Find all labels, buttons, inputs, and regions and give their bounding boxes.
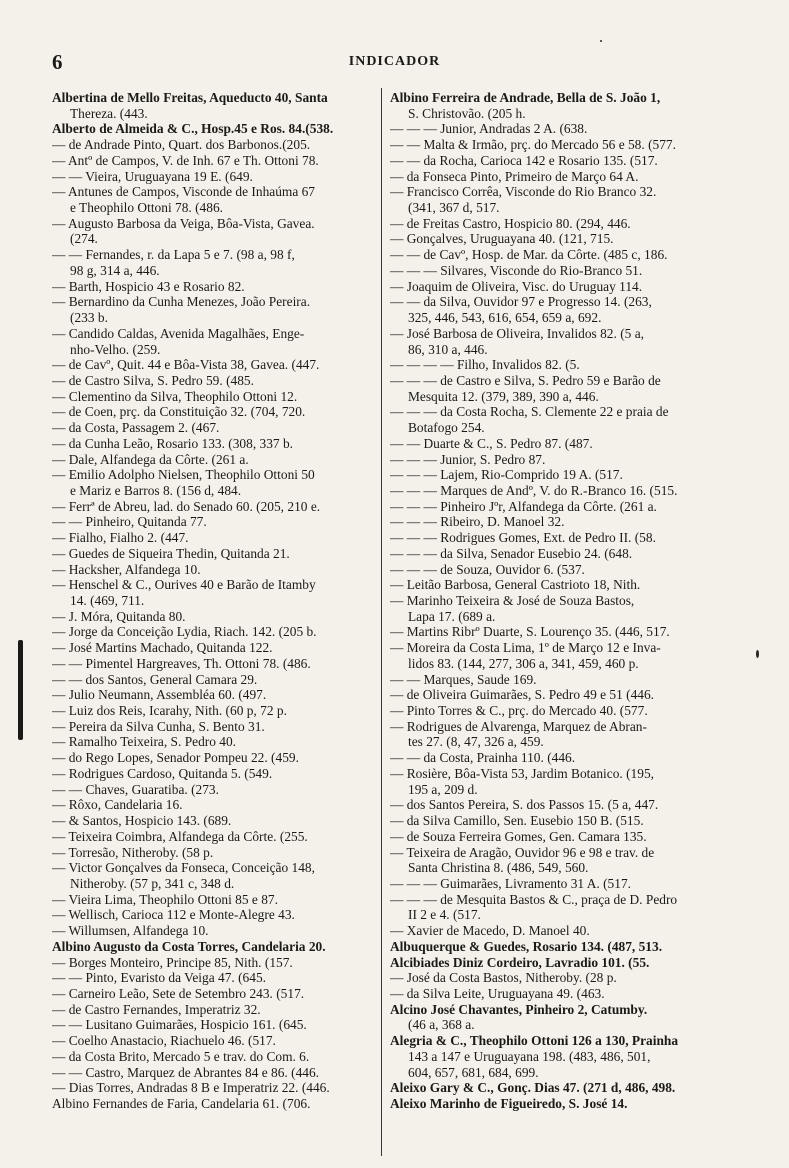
left-entry-line: — Fialho, Fialho 2. (447. (52, 530, 189, 546)
right-entry-line: — Rosière, Bôa-Vista 53, Jardim Botanico. (195, (390, 765, 654, 781)
left-entry-line: — Antunes de Campos, Visconde de Inhaúma 67 (52, 184, 315, 200)
left-entry-line: — Julio Neumann, Assembléa 60. (497. (52, 687, 267, 703)
right-entry-line: (46 a, 368 a. (408, 1017, 475, 1033)
right-entry-line: — José da Costa Bastos, Nitheroby. (28 p. (390, 970, 617, 986)
left-entry-line: — Henschel & C., Ourives 40 e Barão de Itamby (52, 577, 316, 593)
left-entry-line: — Dale, Alfandega da Côrte. (261 a. (52, 451, 249, 467)
right-entry-line: — de Souza Ferreira Gomes, Gen. Camara 135. (390, 828, 647, 844)
left-entry-line: — — Pinheiro, Quitanda 77. (52, 514, 207, 530)
right-entry-line: — — — Junior, Andradas 2 A. (638. (390, 121, 588, 137)
right-entry-line: — — — de Castro e Silva, S. Pedro 59 e Barão de (390, 372, 661, 388)
right-entry-line: 604, 657, 681, 684, 699. (408, 1064, 539, 1080)
left-entry-line: — do Rego Lopes, Senador Pompeu 22. (459. (52, 750, 299, 766)
right-entry-line: Mesquita 12. (379, 389, 390 a, 446. (408, 388, 599, 404)
right-entry-line: Botafogo 254. (408, 420, 485, 436)
left-entry-line: — Emilio Adolpho Nielsen, Theophilo Ottoni 50 (52, 467, 315, 483)
left-column (52, 90, 376, 1112)
left-entry-line: Albino Fernandes de Faria, Candelaria 61. (706. (52, 1096, 311, 1111)
left-entry-line: nho-Velho. (259. (70, 341, 161, 357)
left-entry-line: — Wellisch, Carioca 112 e Monte-Alegre 43. (52, 907, 295, 923)
right-entry-line: — — — da Costa Rocha, S. Clemente 22 e praia de (390, 404, 669, 420)
right-entry-line: — Gonçalves, Uruguayana 40. (121, 715. (390, 231, 614, 247)
right-entry-line: — de Freitas Castro, Hospicio 80. (294, 446. (390, 215, 631, 231)
scan-binding-mark (18, 640, 23, 740)
right-entry-line: — da Fonseca Pinto, Primeiro de Março 64 A. (390, 168, 639, 184)
right-entry-line: — — Duarte & C., S. Pedro 87. (487. (390, 435, 593, 451)
left-entry-line: — de Cavº, Quit. 44 e Bôa-Vista 38, Gavea. (447. (52, 357, 320, 373)
right-entry-line: — — — Marques de Andº, V. do R.-Branco 16. (515. (390, 482, 678, 498)
left-entry-line: — — Castro, Marquez de Abrantes 84 e 86. (446. (52, 1064, 320, 1080)
right-entry-line: — Joaquim de Oliveira, Visc. do Uruguay 114. (390, 278, 643, 294)
left-entry-line: — da Costa Brito, Mercado 5 e trav. do Com. 6. (52, 1048, 310, 1064)
right-entry-line: — — de Cavº, Hosp. de Mar. da Côrte. (485 c, 186. (390, 247, 668, 263)
right-entry-line: Alcibiades Diniz Cordeiro, Lavradio 101. (55. (390, 954, 650, 970)
right-entry-line: — Leitão Barbosa, General Castrioto 18, Nith. (390, 577, 641, 593)
left-entry-line: (274. (70, 231, 98, 247)
left-entry-line: — Coelho Anastacio, Riachuelo 46. (517. (52, 1033, 276, 1049)
left-entry-line: — Dias Torres, Andradas 8 B e Imperatriz 22. (446. (52, 1080, 330, 1096)
right-entry-line: Alegria & C., Theophilo Ottoni 126 a 130, Prainha (390, 1033, 679, 1049)
left-entry-line: — — Lusitano Guimarães, Hospicio 161. (645. (52, 1017, 307, 1033)
left-entry-line: — Jorge da Conceição Lydia, Riach. 142. (205 b. (52, 624, 317, 640)
right-entry-line: — — — Junior, S. Pedro 87. (390, 451, 546, 467)
page-title: INDICADOR (348, 54, 441, 69)
right-entry-line: 86, 310 a, 446. (408, 341, 488, 357)
right-entry-line: Aleixo Gary & C., Gonç. Dias 47. (271 d, 486, 498. (390, 1080, 676, 1096)
left-entry-line: e Theophilo Ottoni 78. (486. (70, 200, 223, 216)
left-entry-line: Albertina de Mello Freitas, Aqueducto 40, Santa (52, 90, 328, 105)
right-entry-line: — — — de Souza, Ouvidor 6. (537. (390, 561, 585, 577)
right-entry-line: — — da Silva, Ouvidor 97 e Progresso 14. (263, (390, 294, 652, 310)
right-entry-line: II 2 e 4. (517. (408, 907, 481, 923)
right-entry-line: — — — Ribeiro, D. Manoel 32. (390, 514, 565, 530)
left-entry-line: (233 b. (70, 310, 108, 326)
right-entry-line: — — — Pinheiro Jºr, Alfandega da Côrte. (261 a. (390, 498, 657, 514)
left-entry-line: Thereza. (443. (70, 105, 148, 121)
right-entry-line: — — Malta & Irmão, prç. do Mercado 56 e 58. (577. (390, 137, 676, 153)
left-entry-line: Albino Augusto da Costa Torres, Candelaria 20. (52, 938, 326, 954)
right-entry-line: Aleixo Marinho de Figueiredo, S. José 14. (390, 1096, 628, 1111)
left-entry-line: — Rôxo, Candelaria 16. (52, 797, 183, 813)
right-entry-line: — — — Silvares, Visconde do Rio-Branco 51. (390, 262, 643, 278)
left-entry-line: — de Castro Silva, S. Pedro 59. (485. (52, 372, 254, 388)
right-entry-line: — Pinto Torres & C., prç. do Mercado 40. (577. (390, 703, 648, 719)
left-entry-line: — & Santos, Hospicio 143. (689. (52, 813, 232, 829)
right-entry-line: tes 27. (8, 47, 326 a, 459. (408, 734, 544, 750)
right-entry-line: — Martins Ribrº Duarte, S. Lourenço 35. (446, 517. (390, 624, 670, 640)
right-entry-line: — — da Rocha, Carioca 142 e Rosario 135. (517. (390, 152, 658, 168)
right-entry-line: (341, 367 d, 517. (408, 200, 500, 216)
right-entry-line: 143 a 147 e Uruguayana 198. (483, 486, 501, (408, 1048, 651, 1064)
right-entry-line: — de Oliveira Guimarães, S. Pedro 49 e 51 (446. (390, 687, 655, 703)
left-entry-line: — Teixeira Coimbra, Alfandega da Côrte. (255. (52, 828, 308, 844)
right-entry-line: — — — Rodrigues Gomes, Ext. de Pedro II. (58. (390, 530, 656, 546)
right-entry-line: lidos 83. (144, 277, 306 a, 341, 459, 460 p. (408, 655, 639, 671)
left-entry-line: — de Andrade Pinto, Quart. dos Barbonos.(205. (52, 137, 311, 153)
right-entry-line: 195 a, 209 d. (408, 781, 478, 797)
right-entry-line: Albuquerque & Guedes, Rosario 134. (487, 513. (390, 938, 663, 954)
scan-speck (600, 40, 602, 42)
left-entry-line: — — Pimentel Hargreaves, Th. Ottoni 78. (486. (52, 655, 311, 671)
right-entry-line: — Teixeira de Aragão, Ouvidor 96 e 98 e trav. de (390, 844, 655, 860)
left-entry-line: e Mariz e Barros 8. (156 d, 484. (70, 482, 242, 498)
right-entry-line: S. Christovão. (205 h. (408, 105, 526, 121)
left-entry-line: — José Martins Machado, Quitanda 122. (52, 640, 273, 656)
left-entry-line: — — Vieira, Uruguayana 19 E. (649. (52, 168, 253, 184)
left-entry-line: — da Cunha Leão, Rosario 133. (308, 337 b. (52, 435, 293, 451)
left-entry-line: — Luiz dos Reis, Icarahy, Nith. (60 p, 72 p. (52, 703, 287, 719)
left-entry-line: — Candido Caldas, Avenida Magalhães, Enge- (52, 325, 305, 341)
right-entry-line: Santa Christina 8. (486, 549, 560. (408, 860, 589, 876)
left-entry-line: — Vieira Lima, Theophilo Ottoni 85 e 87. (52, 891, 278, 907)
left-entry-line: — Bernardino da Cunha Menezes, João Pereira. (52, 294, 311, 310)
scan-speck (756, 650, 759, 658)
column-divider (381, 88, 382, 1156)
left-entry-line: — de Coen, prç. da Constituição 32. (704, 720. (52, 404, 306, 420)
left-entry-line: — Victor Gonçalves da Fonseca, Conceição 148, (52, 860, 315, 876)
left-entry-line: — da Costa, Passagem 2. (467. (52, 420, 220, 436)
right-entry-line: Albino Ferreira de Andrade, Bella de S. João 1, (390, 90, 661, 105)
left-entry-line: — — Pinto, Evaristo da Veiga 47. (645. (52, 970, 266, 986)
left-entry-line: — Guedes de Siqueira Thedin, Quitanda 21. (52, 545, 290, 561)
page-number: 6 (52, 50, 63, 74)
right-entry-line: — Rodrigues de Alvarenga, Marquez de Abran- (390, 718, 647, 734)
right-entry-line: — Marinho Teixeira & José de Souza Bastos, (390, 593, 635, 608)
right-entry-line: — — Marques, Saude 169. (390, 671, 537, 687)
right-entry-line: — Moreira da Costa Lima, 1º de Março 12 e Inva- (390, 640, 661, 656)
right-entry-line: — — — da Silva, Senador Eusebio 24. (648. (390, 545, 633, 561)
right-entry-line: — — da Costa, Prainha 110. (446. (390, 750, 576, 766)
right-entry-line: — — — de Mesquita Bastos & C., praça de D. Pedro (390, 891, 678, 907)
left-entry-line: — Borges Monteiro, Principe 85, Nith. (157. (52, 954, 293, 970)
left-entry-line: — — Chaves, Guaratiba. (273. (52, 781, 219, 797)
left-entry-line: — Augusto Barbosa da Veiga, Bôa-Vista, Gavea. (52, 215, 315, 231)
right-entry-line: — José Barbosa de Oliveira, Invalidos 82. (5 a, (390, 325, 644, 341)
right-entry-line: — dos Santos Pereira, S. dos Passos 15. (5 a, 447. (390, 797, 659, 813)
right-entry-line: — da Silva Leite, Uruguayana 49. (463. (390, 985, 605, 1001)
left-entry-line: — Ferrª de Abreu, lad. do Senado 60. (205, 210 e. (52, 498, 321, 514)
left-entry-line: 98 g, 314 a, 446. (70, 262, 160, 278)
left-entry-line: 14. (469, 711. (70, 593, 145, 608)
left-entry-line: — Torresão, Nitheroby. (58 p. (52, 844, 214, 860)
right-entry-line: 325, 446, 543, 616, 654, 659 a, 692. (408, 310, 602, 326)
left-entry-line: — de Castro Fernandes, Imperatriz 32. (52, 1001, 261, 1017)
right-entry-line: Alcino José Chavantes, Pinheiro 2, Catumby. (390, 1001, 648, 1017)
right-entry-line: Lapa 17. (689 a. (408, 608, 496, 624)
right-entry-line: — — — — Filho, Invalidos 82. (5. (390, 357, 580, 373)
right-entry-line: — Xavier de Macedo, D. Manoel 40. (390, 923, 590, 939)
left-entry-line: — Hacksher, Alfandega 10. (52, 561, 201, 577)
left-entry-line: — J. Móra, Quitanda 80. (52, 608, 186, 624)
left-entry-line: — Barth, Hospicio 43 e Rosario 82. (52, 278, 245, 294)
left-entry-line: — Pereira da Silva Cunha, S. Bento 31. (52, 718, 265, 734)
right-column (390, 90, 735, 1112)
left-entry-line: Nitheroby. (57 p, 341 c, 348 d. (70, 875, 235, 891)
left-entry-line: — Antº de Campos, V. de Inh. 67 e Th. Ottoni 78. (52, 152, 319, 168)
left-entry-line: Alberto de Almeida & C., Hosp.45 e Ros. 84.(538. (52, 121, 334, 137)
right-entry-line: — — — Lajem, Rio-Comprido 19 A. (517. (390, 467, 623, 483)
left-entry-line: — Willumsen, Alfandega 10. (52, 923, 209, 939)
left-entry-line: — Rodrigues Cardoso, Quitanda 5. (549. (52, 765, 273, 781)
left-entry-line: — Ramalho Teixeira, S. Pedro 40. (52, 734, 237, 750)
left-entry-line: — Clementino da Silva, Theophilo Ottoni 12. (52, 388, 298, 404)
left-entry-line: — — Fernandes, r. da Lapa 5 e 7. (98 a, 98 f, (52, 247, 295, 263)
right-entry-line: — — — Guimarães, Livramento 31 A. (517. (390, 875, 631, 891)
right-entry-line: — da Silva Camillo, Sen. Eusebio 150 B. (515. (390, 813, 644, 829)
right-entry-line: — Francisco Corrêa, Visconde do Rio Branco 32. (390, 184, 657, 200)
left-entry-line: — Carneiro Leão, Sete de Setembro 243. (517. (52, 985, 305, 1001)
left-entry-line: — — dos Santos, General Camara 29. (52, 671, 258, 687)
